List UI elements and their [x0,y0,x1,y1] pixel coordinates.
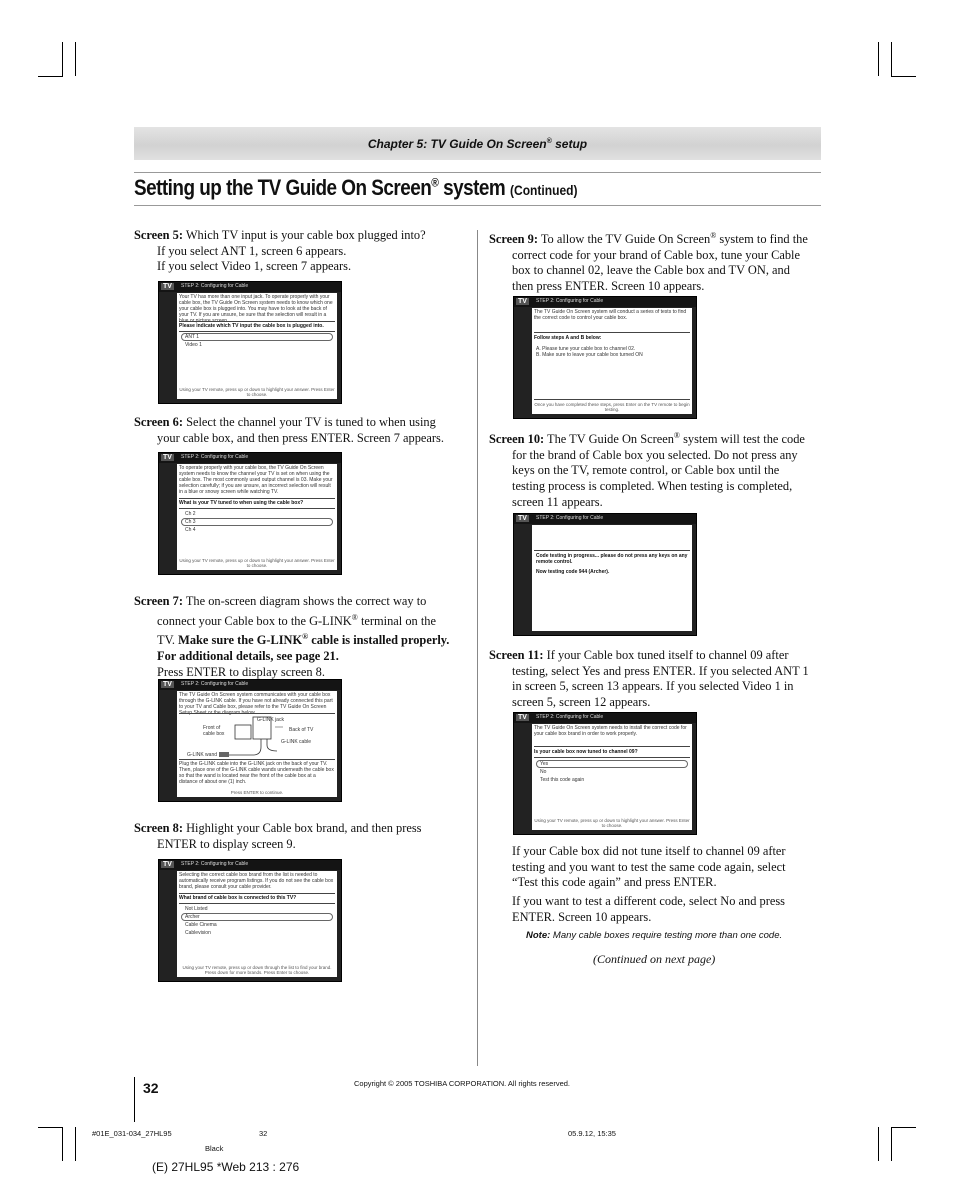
screen10-image: TV STEP 2: Configuring for Cable Code testing in progress... please do not press any keys on any remote control. Now testing code 944 (Archer). [513,513,697,636]
crop-mark [62,42,63,76]
screen6-text: Screen 6: Select the channel your TV is tuned to when using your cable box, and then press ENTER. Screen 7 appears. [134,415,444,445]
footer-rule [134,1077,135,1122]
screen6-image: TV STEP 2: Configuring for Cable To operate properly with your cable box, the TV Guide On Screen system needs to know the channel your TV is set on when using the cable box. The most commonly used output channel is 03. Make your selection carefully; if you are unsure, an incorrect selection will result in a blue or snowy screen while watching TV. What is your TV tuned to when using the cable box? Ch 2 Ch 3 Ch 4 Using your TV remote, press up or down to highlight your answer. Press Enter to choose. [158,452,342,575]
screen5-text: Screen 5: Which TV input is your cable box plugged into? If you select ANT 1, screen 6 appears. If you select Video 1, screen 7 appears. [134,228,426,274]
screen10-text: Screen 10: The TV Guide On Screen® system will test the code for the brand of Cable box you selected. Do not press any keys on the TV, remote control, or Cable box until the testing process is completed. When testing is completed, screen 11 appears. [489,431,805,509]
crop-mark [891,42,892,76]
screen8-image: TV STEP 2: Configuring for Cable Selecting the correct cable box brand from the list is needed to automatically receive program listings. If you do not see the cable box brand, please consult your cable provider. What brand of cable box is connected to this TV? Not Listed Archer Cable Cinema Cablevision Using your TV remote, press up or down through the list to find your brand. Press down for more brands. Press Enter to choose. [158,859,342,982]
screen5-image: TV STEP 2: Configuring for Cable Your TV has more than one input jack. To operate properly with your cable box, the TV Guide On Screen system needs to know which one your cable box is plugged into. You may have to look at the back of your TV. If you are unsure, be sure that the selection will result in a Please indicate which TV input the cable box is plugged into. ANT 1 Video 1 Using your TV remote, press up or down to highlight your answer. Press Enter to choose. [158,281,342,404]
chapter-header [134,127,821,160]
retest-paragraph: If your Cable box did not tune itself to channel 09 after testing and you want to test the same code again, select “Test this code again” and press ENTER. [512,844,786,890]
crop-mark [38,76,63,77]
file-page: 32 [259,1129,268,1138]
crop-mark [75,42,76,76]
note: Note: Many cable boxes require testing more than one code. [526,930,783,941]
screen9-image: TV STEP 2: Configuring for Cable The TV Guide On Screen system will conduct a series of tests to find the correct code to control your cable box. Follow steps A and B below: A. Please tune your cable box to channel 02. B. Make sure to leave your cable box turned ON Once you have completed these steps, press Enter on the TV remote to begin testing. [513,296,697,419]
crop-mark [878,1127,879,1161]
file-name: #01E_031-034_27HL95 [92,1129,172,1138]
page-number: 32 [143,1080,159,1096]
copyright: Copyright © 2005 TOSHIBA CORPORATION. All rights reserved. [354,1079,571,1088]
color-label: Black [205,1144,224,1153]
crop-mark [891,76,916,77]
header-rule [134,172,821,173]
crop-mark [878,42,879,76]
print-code: (E) 27HL95 *Web 213 : 276 [152,1160,300,1174]
page-title: Setting up the TV Guide On Screen® system (Continued) [134,175,578,200]
crop-mark [891,1127,892,1161]
crop-mark [62,1127,63,1161]
crop-mark [38,1127,63,1128]
continued-label: (Continued on next page) [593,952,716,966]
screen11-image: TV STEP 2: Configuring for Cable The TV Guide On Screen system needs to install the correct code for your cable box brand in order to work properly. Is your cable box now tuned to channel 09? Yes No Test this code again Using your TV remote, press up or down to highlight your answer. Press Enter to choose. [513,712,697,835]
crop-mark [75,1127,76,1161]
chapter-title: Chapter 5: TV Guide On Screen® setup [367,137,588,151]
crop-mark [891,1127,916,1128]
screen7-image: TV STEP 2: Configuring for Cable The TV Guide On Screen system communicates with your cable box through the G-LINK cable. If you have not already connected this part to your TV and Cable box, please refer to the TV Guide On Screen G-LINK jack Front of cable box Back of TV G-LINK cable G-LINK wand Plug the G-LINK cable into the G-LINK jack on the back of your TV. Then, place one of the G-LINK cable wands underneath the cable box so that the wand is located near the front of the cable box at a distance of about one (1) inch. Press ENTER to continue. [158,679,342,802]
file-date: 05.9.12, 15:35 [568,1129,616,1138]
title-rule [134,205,821,206]
screen9-text: Screen 9: To allow the TV Guide On Screen® system to find the correct code for your brand of Cable box, tune your Cable box to channel 02, leave the Cable box and TV ON, and then press ENTER. Screen 10 appears. [489,231,808,293]
screen11-text: Screen 11: If your Cable box tuned itself to channel 09 after testing, select Yes and press ENTER. If you selected ANT 1 in screen 5, screen 13 appears. If you selected Video 1 in screen 5, screen 12 appears. [489,648,809,709]
screen7-text: Screen 7: The on-screen diagram shows the correct way to connect your Cable box to the G-LINK® terminal on the TV. Make sure the G-LINK® cable is installed properly. For additional details, see page 21. Press ENTER to display screen 8. [134,594,450,679]
different-code-paragraph: If you want to test a different code, select No and press ENTER. Screen 10 appears. [512,894,785,924]
screen8-text: Screen 8: Highlight your Cable box brand, and then press ENTER to display screen 9. [134,821,422,851]
column-divider [477,230,478,1066]
